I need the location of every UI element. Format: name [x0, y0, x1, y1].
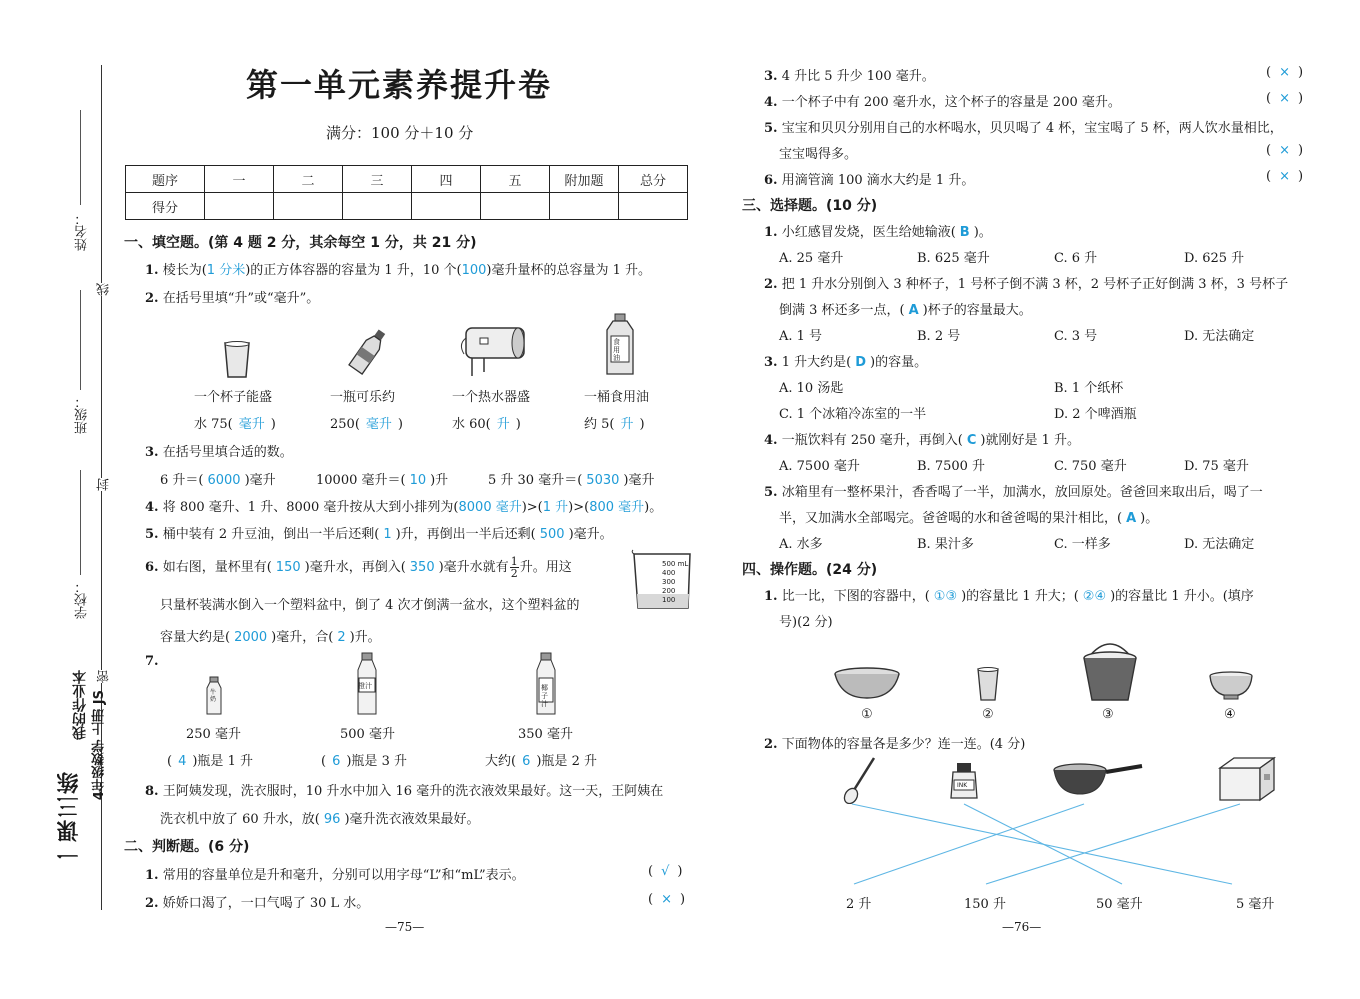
secret-mark: 密 — [97, 670, 112, 683]
q3-2-line2: 倒满 3 杯还多一点，( A )杯子的容量最大。 — [779, 303, 1032, 318]
q2-4-answer: ( × ) — [1266, 91, 1304, 106]
oil-label: 食用油 — [613, 338, 620, 362]
score-cell: 四 — [412, 166, 481, 193]
score-table-score-row — [126, 193, 688, 220]
q3-2-option-a[interactable]: A. 1 号 — [779, 329, 823, 344]
q1-3-part-1: 6 升＝( 6000 )毫升 — [160, 473, 276, 488]
q3-5-option-d[interactable]: D. 无法确定 — [1184, 537, 1255, 552]
q1-8-line2: 洗衣机中放了 60 升水，放( 96 )毫升洗衣液效果最好。 — [160, 812, 480, 827]
q2-5-line2: 宝宝喝得多。 — [779, 147, 858, 162]
answer: 5030 — [586, 473, 620, 488]
match-value-1: 2 升 — [846, 897, 872, 912]
q3-3-option-d[interactable]: D. 2 个啤酒瓶 — [1054, 407, 1137, 422]
juice-label: 橙汁 — [358, 682, 372, 690]
cup-mark-400: 400 — [662, 569, 676, 577]
answer: 1 分米 — [206, 263, 246, 278]
bottle-2-capacity: 500 毫升 — [340, 727, 395, 742]
section-1-heading: 一、填空题。(第 4 题 2 分，其余每空 1 分，共 21 分) — [124, 235, 477, 251]
score-input-cell[interactable] — [343, 193, 412, 220]
answer: 6 — [332, 754, 341, 769]
q2-item-1-line2: 水 75( 毫升 ) — [194, 417, 276, 432]
q1-3-part-3: 5 升 30 毫升＝( 5030 )毫升 — [488, 473, 655, 488]
match-value-4: 5 毫升 — [1236, 897, 1275, 912]
name-label: 姓名： — [75, 212, 90, 251]
answer: ①③ — [933, 589, 958, 604]
full-score: 满分：100 分＋10 分 — [326, 124, 474, 142]
score-input-cell[interactable] — [481, 193, 550, 220]
q2-item-3-line2: 水 60( 升 ) — [452, 417, 521, 432]
q1-2: 2. 在括号里填“升”或“毫升”。 — [145, 291, 320, 306]
score-input-cell[interactable] — [619, 193, 688, 220]
bucket-icon — [1080, 638, 1140, 704]
q1-6-line3: 容量大约是( 2000 )毫升，合( 2 )升。 — [160, 630, 381, 645]
answer: 4 — [178, 754, 187, 769]
q3-1-option-c[interactable]: C. 6 升 — [1054, 251, 1098, 266]
q1-7-number: 7. — [145, 654, 159, 669]
q3-5-option-c[interactable]: C. 一样多 — [1054, 537, 1111, 552]
score-table-header-row — [126, 166, 688, 193]
score-input-cell[interactable] — [274, 193, 343, 220]
q3-1-option-d[interactable]: D. 625 升 — [1184, 251, 1245, 266]
answer: 8000 毫升 — [458, 500, 522, 515]
answer: 96 — [323, 812, 341, 827]
name-underline — [80, 110, 81, 205]
q1-6-line2: 只量杯装满水倒入一个塑料盆中，倒了 4 次才倒满一盆水，这个塑料盆的 — [160, 598, 580, 613]
q1-3: 3. 在括号里填合适的数。 — [145, 445, 293, 460]
q3-3-option-a[interactable]: A. 10 汤匙 — [779, 381, 844, 396]
school-underline — [80, 470, 81, 575]
container-label-1: ① — [861, 707, 873, 722]
answer: A — [1126, 511, 1137, 526]
matching-lines — [840, 796, 1260, 892]
bottle-1-capacity: 250 毫升 — [186, 727, 241, 742]
score-input-cell[interactable] — [205, 193, 274, 220]
page-number-left: —75— — [385, 920, 425, 934]
match-value-3: 50 毫升 — [1096, 897, 1143, 912]
q2-item-2-line2: 250( 毫升 ) — [330, 417, 403, 432]
answer: A — [908, 303, 919, 318]
milk-label: 牛奶 — [210, 689, 217, 703]
answer: 150 — [275, 560, 301, 575]
q2-3: 3. 4 升比 5 升少 100 毫升。 — [764, 69, 935, 84]
answer: ②④ — [1082, 589, 1107, 604]
answer: 800 毫升 — [589, 500, 645, 515]
ink-label: INK — [957, 782, 968, 789]
q2-item-4-line1: 一桶食用油 — [584, 390, 650, 405]
score-cell: 五 — [481, 166, 550, 193]
ink-bottle-icon — [948, 762, 980, 800]
q1-3-part-2: 10000 毫升＝( 10 )升 — [316, 473, 449, 488]
q3-2-option-c[interactable]: C. 3 号 — [1054, 329, 1098, 344]
section-2-heading: 二、判断题。(6 分) — [124, 839, 250, 855]
match-line-ink-50ml — [964, 804, 1122, 884]
q3-2: 2. 把 1 升水分别倒入 3 种杯子，1 号杯子倒不满 3 杯，2 号杯子正好倒满 3 杯，3 号杯子 — [764, 277, 1289, 292]
answer: B — [959, 225, 970, 240]
score-cell: 二 — [274, 166, 343, 193]
cup-mark-500: 500 mL — [662, 560, 689, 568]
q4-2: 2. 下面物体的容量各是多少？连一连。(4 分) — [764, 737, 1026, 752]
q2-6-answer: ( × ) — [1266, 169, 1304, 184]
section-3-heading: 三、选择题。(10 分) — [742, 198, 878, 214]
answer: 1 升 — [542, 500, 569, 515]
q2-item-1-line1: 一个杯子能盛 — [194, 390, 273, 405]
section-4-heading: 四、操作题。(24 分) — [742, 562, 878, 578]
score-input-cell[interactable] — [550, 193, 619, 220]
answer: 升 — [496, 417, 510, 432]
class-label: 班级： — [75, 395, 90, 434]
answer: C — [966, 433, 977, 448]
match-line-box-150l — [986, 804, 1240, 884]
score-table — [125, 165, 688, 220]
class-underline — [80, 290, 81, 390]
score-cell: 一 — [205, 166, 274, 193]
bottle-1-answer-line: ( 4 )瓶是 1 升 — [167, 754, 253, 769]
q2-5: 5. 宝宝和贝贝分别用自己的水杯喝水，贝贝喝了 4 杯，宝宝喝了 5 杯，两人饮水量相比， — [764, 121, 1283, 136]
q2-2-answer: ( × ) — [648, 892, 686, 907]
brand-grade: 4年级数学 上册 JS — [92, 690, 107, 801]
answer: 500 — [539, 527, 565, 542]
q2-3-answer: ( × ) — [1266, 65, 1304, 80]
page-title: 第一单元素养提升卷 — [246, 66, 553, 104]
q1-5: 5. 桶中装有 2 升豆油，倒出一半后还剩( 1 )升，再倒出一半后还剩( 500 )毫升。 — [145, 527, 613, 542]
answer: 6 — [522, 754, 531, 769]
q1-8-line1: 8. 王阿姨发现，洗衣服时，10 升水中加入 16 毫升的洗衣液效果最好。这一天，王阿姨在 — [145, 784, 664, 799]
bottle-3-capacity: 350 毫升 — [518, 727, 573, 742]
score-cell: 得分 — [126, 193, 205, 220]
q2-item-4-line2: 约 5( 升 ) — [584, 417, 645, 432]
basin-icon — [833, 666, 901, 702]
answer: 10 — [409, 473, 427, 488]
score-cell: 题序 — [126, 166, 205, 193]
answer: 2000 — [234, 630, 268, 645]
school-label: 学校： — [75, 580, 90, 619]
q3-3: 3. 1 升大约是( D )的容量。 — [764, 355, 928, 370]
answer: 1 — [383, 527, 392, 542]
answer: 6000 — [207, 473, 241, 488]
cola-bottle-icon — [348, 326, 390, 378]
q4-1-line2: 号)(2 分) — [779, 615, 833, 630]
q3-2-option-b[interactable]: B. 2 号 — [917, 329, 961, 344]
q3-5-line2: 半，又加满水全部喝完。爸爸喝的水和爸爸喝的果汁相比，( A )。 — [779, 511, 1159, 526]
seal-mark: 封 — [97, 478, 112, 491]
bottle-3-answer-line: 大约( 6 )瓶是 2 升 — [485, 754, 597, 769]
answer: 350 — [409, 560, 435, 575]
score-cell: 附加题 — [550, 166, 619, 193]
small-cup-icon — [976, 666, 1000, 702]
cup-icon — [222, 340, 252, 380]
cup-mark-300: 300 — [662, 578, 676, 586]
q3-5: 5. 冰箱里有一整杯果汁，香香喝了一半，加满水，放回原处。爸爸回来取出后，喝了一 — [764, 485, 1263, 500]
match-line-wok-2l — [854, 804, 1084, 884]
page-number-right: —76— — [1002, 920, 1042, 934]
answer: D — [855, 355, 866, 370]
brand-sub: 我的作业本 — [72, 670, 88, 740]
score-cell: 总分 — [619, 166, 688, 193]
q1-6: 6. 如右图，量杯里有( 150 )毫升水，再倒入( 350 )毫升水就有 $\frac{1}{2}$ 升。用这 — [145, 555, 572, 580]
q1-1: 1. 棱长为(1 分米)的正方体容器的容量为 1 升，10 个(100)毫升量杯的总容量为 1 升。 — [145, 263, 651, 278]
q3-1: 1. 小红感冒发烧，医生给她输液( B )。 — [764, 225, 992, 240]
q3-3-option-c[interactable]: C. 1 个冰箱冷冻室的一半 — [779, 407, 927, 422]
bottle-2-answer-line: ( 6 )瓶是 3 升 — [321, 754, 407, 769]
q2-6: 6. 用滴管滴 100 滴水大约是 1 升。 — [764, 173, 975, 188]
q2-item-3-line1: 一个热水器盛 — [452, 390, 531, 405]
q1-4: 4. 将 800 毫升、1 升、8000 毫升按从大到小排列为(8000 毫升)>(1 升)>(800 毫升)。 — [145, 500, 663, 515]
answer: 毫升 — [365, 417, 392, 432]
q3-4-option-c[interactable]: C. 750 毫升 — [1054, 459, 1127, 474]
answer: 毫升 — [238, 417, 265, 432]
answer: 100 — [461, 263, 487, 278]
q3-5-option-a[interactable]: A. 水多 — [779, 537, 823, 552]
answer: 2 — [337, 630, 346, 645]
score-cell: 三 — [343, 166, 412, 193]
bowl-icon — [1208, 670, 1254, 702]
line-mark: 线 — [97, 283, 112, 296]
container-label-3: ③ — [1102, 707, 1114, 722]
q2-2: 2. 娇娇口渴了，一口气喝了 30 L 水。 — [145, 896, 370, 911]
brand-main: 一课三练 — [57, 770, 82, 866]
answer: 升 — [620, 417, 634, 432]
fraction: $\frac{1}{2}$ — [510, 555, 518, 580]
q2-1: 1. 常用的容量单位是升和毫升，分别可以用字母“L”和“mL”表示。 — [145, 868, 525, 883]
score-input-cell[interactable] — [412, 193, 481, 220]
container-label-2: ② — [982, 707, 994, 722]
water-heater-icon — [458, 324, 530, 382]
coconut-label: 椰子汁 — [541, 684, 548, 708]
q3-2-option-d[interactable]: D. 无法确定 — [1184, 329, 1255, 344]
container-label-4: ④ — [1224, 707, 1236, 722]
q2-1-answer: ( √ ) — [648, 864, 683, 879]
q3-4-option-a[interactable]: A. 7500 毫升 — [779, 459, 860, 474]
cup-mark-100: 100 — [662, 596, 676, 604]
q3-4-option-d[interactable]: D. 75 毫升 — [1184, 459, 1249, 474]
q3-4: 4. 一瓶饮料有 250 毫升，再倒入( C )就刚好是 1 升。 — [764, 433, 1081, 448]
q2-item-2-line1: 一瓶可乐约 — [330, 390, 396, 405]
q3-3-option-b[interactable]: B. 1 个纸杯 — [1054, 381, 1124, 396]
q4-1: 1. 比一比，下图的容器中，( ①③ )的容量比 1 升大；( ②④ )的容量比 1 升小。(填序 — [764, 589, 1254, 604]
q3-1-option-b[interactable]: B. 625 毫升 — [917, 251, 990, 266]
q2-5-answer: ( × ) — [1266, 143, 1304, 158]
match-value-2: 150 升 — [964, 897, 1006, 912]
q3-5-option-b[interactable]: B. 果汁多 — [917, 537, 974, 552]
q2-4: 4. 一个杯子中有 200 毫升水，这个杯子的容量是 200 毫升。 — [764, 95, 1121, 110]
q3-4-option-b[interactable]: B. 7500 升 — [917, 459, 986, 474]
cup-mark-200: 200 — [662, 587, 676, 595]
q3-1-option-a[interactable]: A. 25 毫升 — [779, 251, 844, 266]
wok-icon — [1052, 760, 1144, 800]
